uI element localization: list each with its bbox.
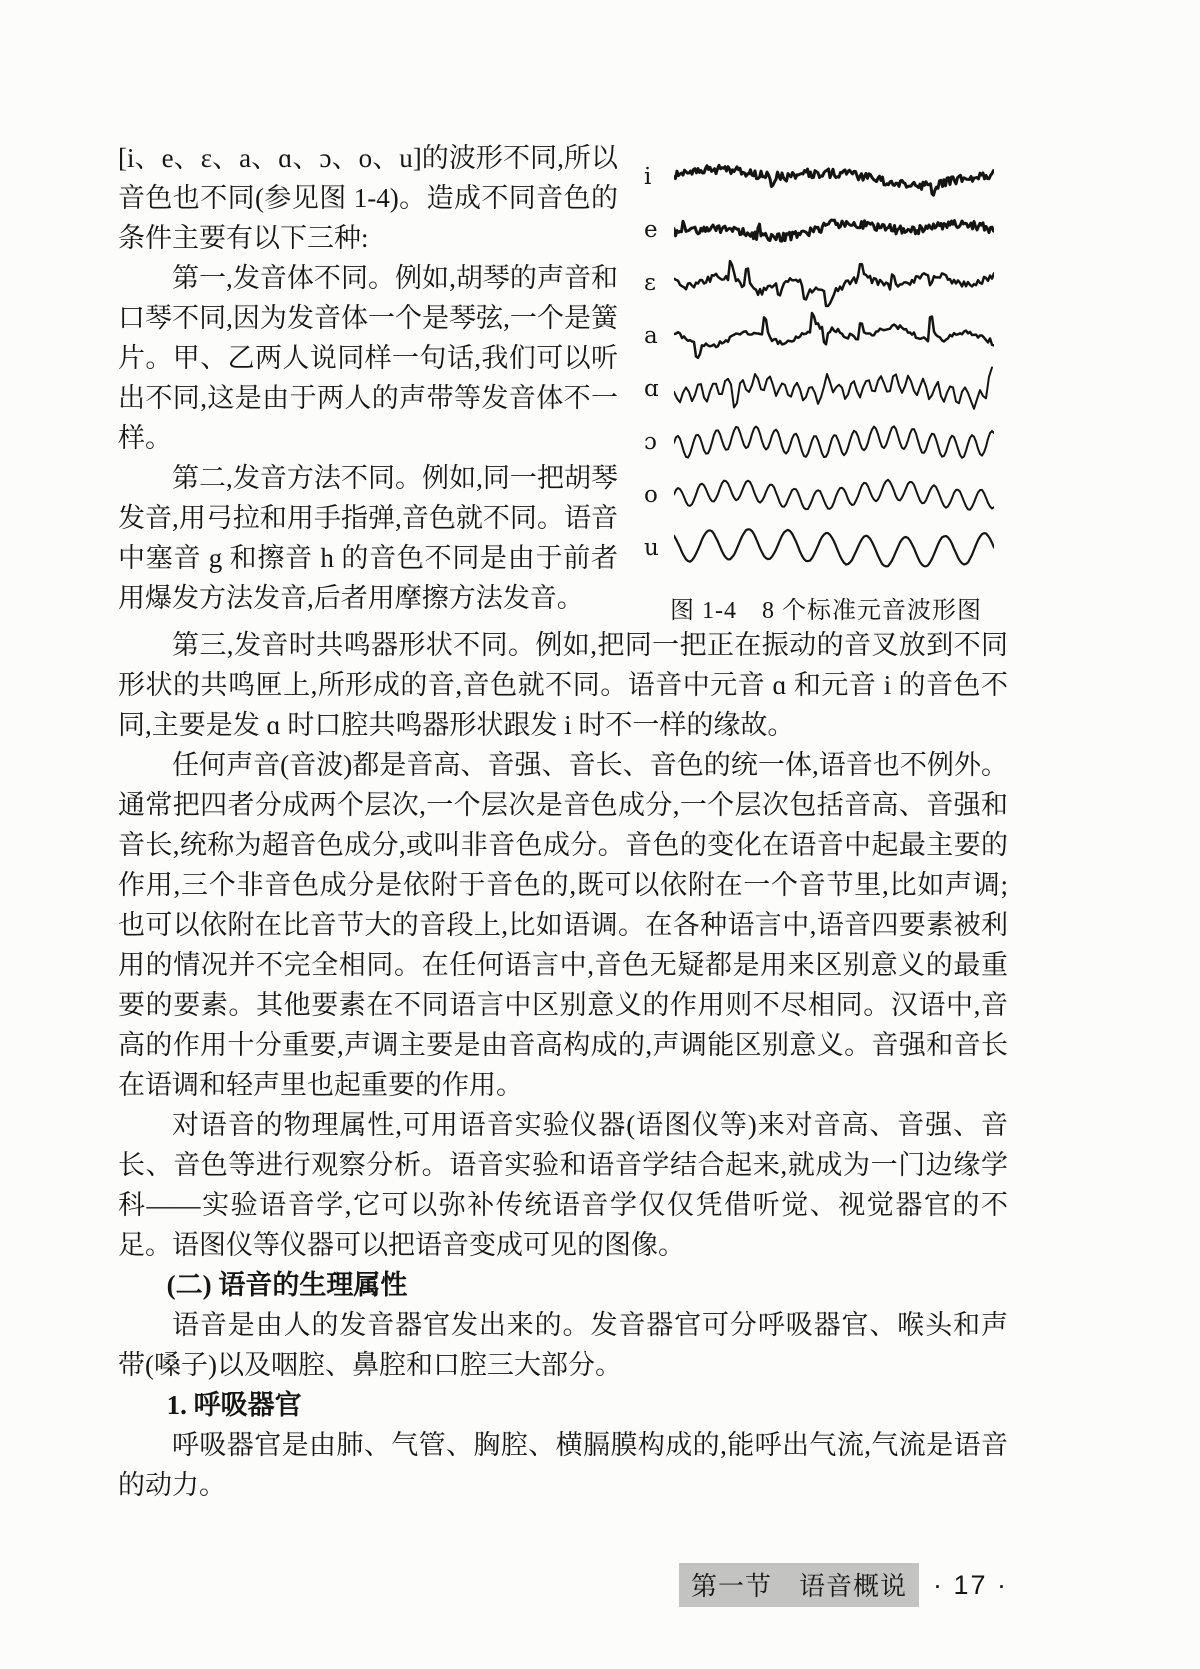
waveform-label: i (644, 163, 652, 190)
waveform-row (644, 203, 1008, 256)
waveform-image (674, 205, 994, 255)
waveform-label: a (644, 322, 658, 349)
waveform-image (674, 417, 994, 467)
paragraph: 对语音的物理属性,可用语音实验仪器(语图仪等)来对音高、音强、音长、音色等进行观察分析。语音实验和语音学结合起来,就成为一门边缘学科——实验语音学,它可以弥补传统语音学仅仅凭借听觉、视觉器官的不足。语图仪等仪器可以把语音变成可见的图像。 (118, 1110, 1008, 1260)
left-text-column (118, 138, 618, 625)
waveform-image (674, 152, 994, 202)
waveform-image (674, 311, 994, 361)
footer-page-number: · 17 · (932, 1569, 1008, 1600)
waveform-row (644, 256, 1008, 309)
waveform-label: ɑ (644, 375, 659, 402)
waveform-label: ɛ (644, 269, 656, 296)
waveform-row (644, 415, 1008, 468)
waveform-label: o (644, 481, 658, 508)
waveform-row (644, 362, 1008, 415)
page-footer (679, 1563, 1008, 1607)
paragraph: 第二,发音方法不同。例如,同一把胡琴发音,用弓拉和用手指弹,音色就不同。语音中塞音 g 和擦音 h 的音色不同是由于前者用爆发方法发音,后者用摩擦方法发音。 (118, 463, 618, 613)
waveform-label: u (644, 534, 659, 561)
subsection-heading: 1. 呼吸器官 (166, 1390, 302, 1420)
waveform-image (674, 364, 994, 414)
waveform-image (674, 470, 994, 520)
vowel-waveform-figure (618, 138, 1008, 625)
top-section (118, 138, 1008, 625)
paragraph: 呼吸器官是由肺、气管、胸腔、横膈膜构成的,能呼出气流,气流是语音的动力。 (118, 1430, 1008, 1500)
paragraph: 语音是由人的发音器官发出来的。发音器官可分呼吸器官、喉头和声带(嗓子)以及咽腔、鼻腔和口腔三大部分。 (118, 1310, 1008, 1380)
waveform-image (674, 523, 994, 573)
waveform-label: e (644, 216, 658, 243)
section-heading: (二) 语音的生理属性 (166, 1270, 408, 1300)
paragraph: 第一,发音体不同。例如,胡琴的声音和口琴不同,因为发音体一个是琴弦,一个是簧片。甲、乙两人说同样一句话,我们可以听出不同,这是由于两人的声带等发音体不一样。 (118, 263, 618, 453)
waveform-row (644, 521, 1008, 574)
paragraph: 第三,发音时共鸣器形状不同。例如,把同一把正在振动的音叉放到不同形状的共鸣匣上,所形成的音,音色就不同。语音中元音 ɑ 和元音 i 的音色不同,主要是发 ɑ 时口腔共鸣器形状跟发 i 时不一样的缘故。 (118, 630, 1008, 740)
figure-caption: 图 1-4 8 个标准元音波形图 (670, 598, 982, 624)
footer-section-label: 第一节 语音概说 (679, 1563, 919, 1607)
waveform-row (644, 468, 1008, 521)
waveform-label: ɔ (644, 428, 657, 455)
waveform-row (644, 309, 1008, 362)
waveform-image (674, 258, 994, 308)
paragraph: 任何声音(音波)都是音高、音强、音长、音色的统一体,语音也不例外。通常把四者分成两个层次,一个层次是音色成分,一个层次包括音高、音强和音长,统称为超音色成分,或叫非音色成分。音色的变化在语音中起最主要的作用,三个非音色成分是依附于音色的,既可以依附在一个音节里,比如声调;也可以依附在比音节大的音段上,比如语调。在各种语言中,语音四要素被利用的情况并不完全相同。在任何语言中,音色无疑都是用来区别意义的最重要的要素。其他要素在不同语言中区别意义的作用则不尽相同。汉语中,音高的作用十分重要,声调主要是由音高构成的,声调能区别意义。音强和音长在语调和轻声里也起重要的作用。 (118, 750, 1008, 1100)
paragraph: [i、e、ɛ、a、ɑ、ɔ、o、u]的波形不同,所以音色也不同(参见图 1-4)。造成不同音色的条件主要有以下三种: (118, 143, 618, 253)
main-text (118, 625, 1008, 1505)
waveform-row (644, 150, 1008, 203)
